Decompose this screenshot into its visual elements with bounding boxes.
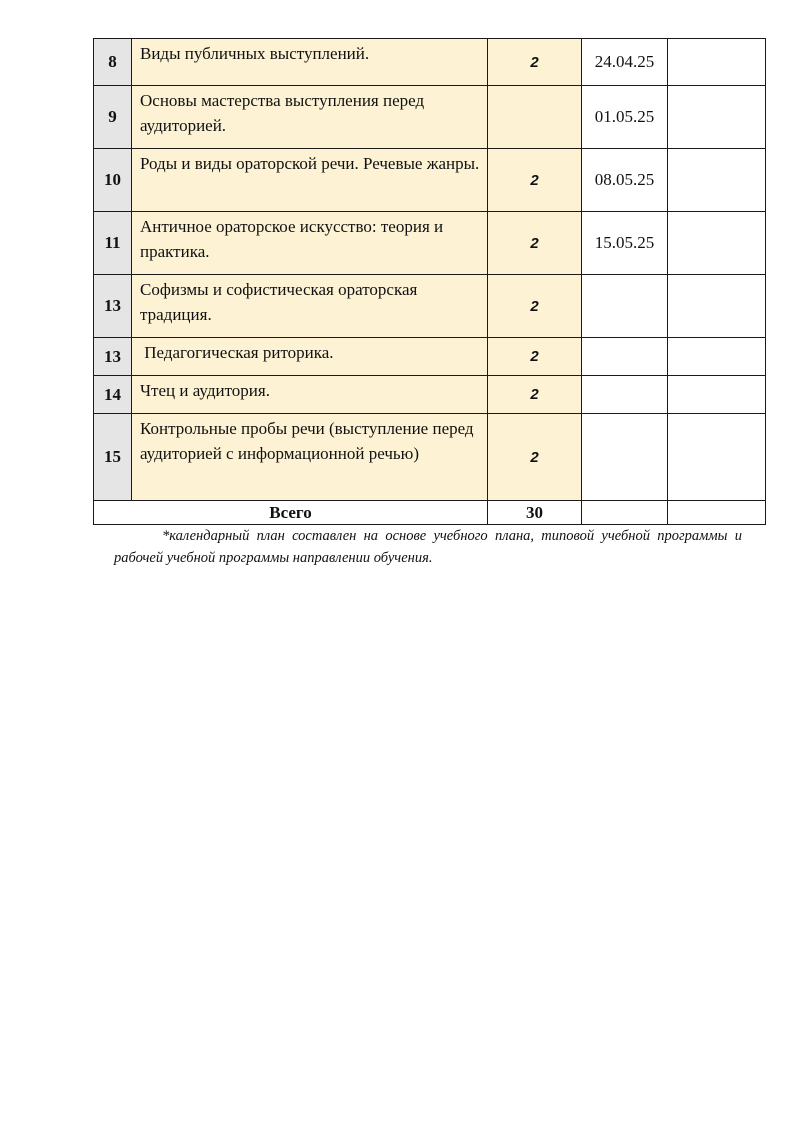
total-label: Всего	[94, 501, 488, 525]
lesson-date	[582, 338, 668, 376]
lesson-topic: Античное ораторское искусство: теория и практика.	[132, 212, 488, 275]
lesson-topic: Чтец и аудитория.	[132, 376, 488, 414]
lesson-topic: Педагогическая риторика.	[132, 338, 488, 376]
lesson-topic: Роды и виды ораторской речи. Речевые жанры.	[132, 149, 488, 212]
lesson-number: 8	[94, 39, 132, 86]
footnote: *календарный план составлен на основе учебного плана, типовой учебной программы и рабочей учебной программы направлении обучения.	[114, 528, 742, 566]
lesson-date	[582, 376, 668, 414]
lesson-hours: 2	[488, 212, 582, 275]
lesson-note	[668, 86, 766, 149]
lesson-date: 24.04.25	[582, 39, 668, 86]
lesson-note	[668, 212, 766, 275]
table-row	[94, 376, 766, 414]
lesson-date: 08.05.25	[582, 149, 668, 212]
calendar-plan-table	[93, 38, 766, 525]
lesson-hours: 2	[488, 376, 582, 414]
table-row	[94, 414, 766, 501]
lesson-note	[668, 338, 766, 376]
lesson-note	[668, 149, 766, 212]
total-row	[94, 501, 766, 525]
lesson-hours	[488, 86, 582, 149]
total-hours: 30	[488, 501, 582, 525]
lesson-number: 9	[94, 86, 132, 149]
lesson-number: 13	[94, 275, 132, 338]
lesson-hours: 2	[488, 414, 582, 501]
lesson-topic: Контрольные пробы речи (выступление перед аудиторией с информационной речью)	[132, 414, 488, 501]
lesson-hours: 2	[488, 338, 582, 376]
lesson-date: 01.05.25	[582, 86, 668, 149]
total-date	[582, 501, 668, 525]
lesson-number: 15	[94, 414, 132, 501]
total-note	[668, 501, 766, 525]
lesson-note	[668, 376, 766, 414]
lesson-number: 11	[94, 212, 132, 275]
lesson-hours: 2	[488, 149, 582, 212]
lesson-hours: 2	[488, 39, 582, 86]
lesson-date	[582, 275, 668, 338]
table-row	[94, 39, 766, 86]
lesson-note	[668, 39, 766, 86]
lesson-note	[668, 414, 766, 501]
table-row	[94, 275, 766, 338]
lesson-number: 14	[94, 376, 132, 414]
lesson-date	[582, 414, 668, 501]
lesson-date: 15.05.25	[582, 212, 668, 275]
lesson-note	[668, 275, 766, 338]
table-row	[94, 149, 766, 212]
lesson-number: 10	[94, 149, 132, 212]
lesson-topic: Софизмы и софистическая ораторская традиция.	[132, 275, 488, 338]
lesson-number: 13	[94, 338, 132, 376]
lesson-topic: Виды публичных выступлений.	[132, 39, 488, 86]
lesson-topic: Основы мастерства выступления перед аудиторией.	[132, 86, 488, 149]
table-row	[94, 338, 766, 376]
table-row	[94, 86, 766, 149]
table-row	[94, 212, 766, 275]
lesson-hours: 2	[488, 275, 582, 338]
